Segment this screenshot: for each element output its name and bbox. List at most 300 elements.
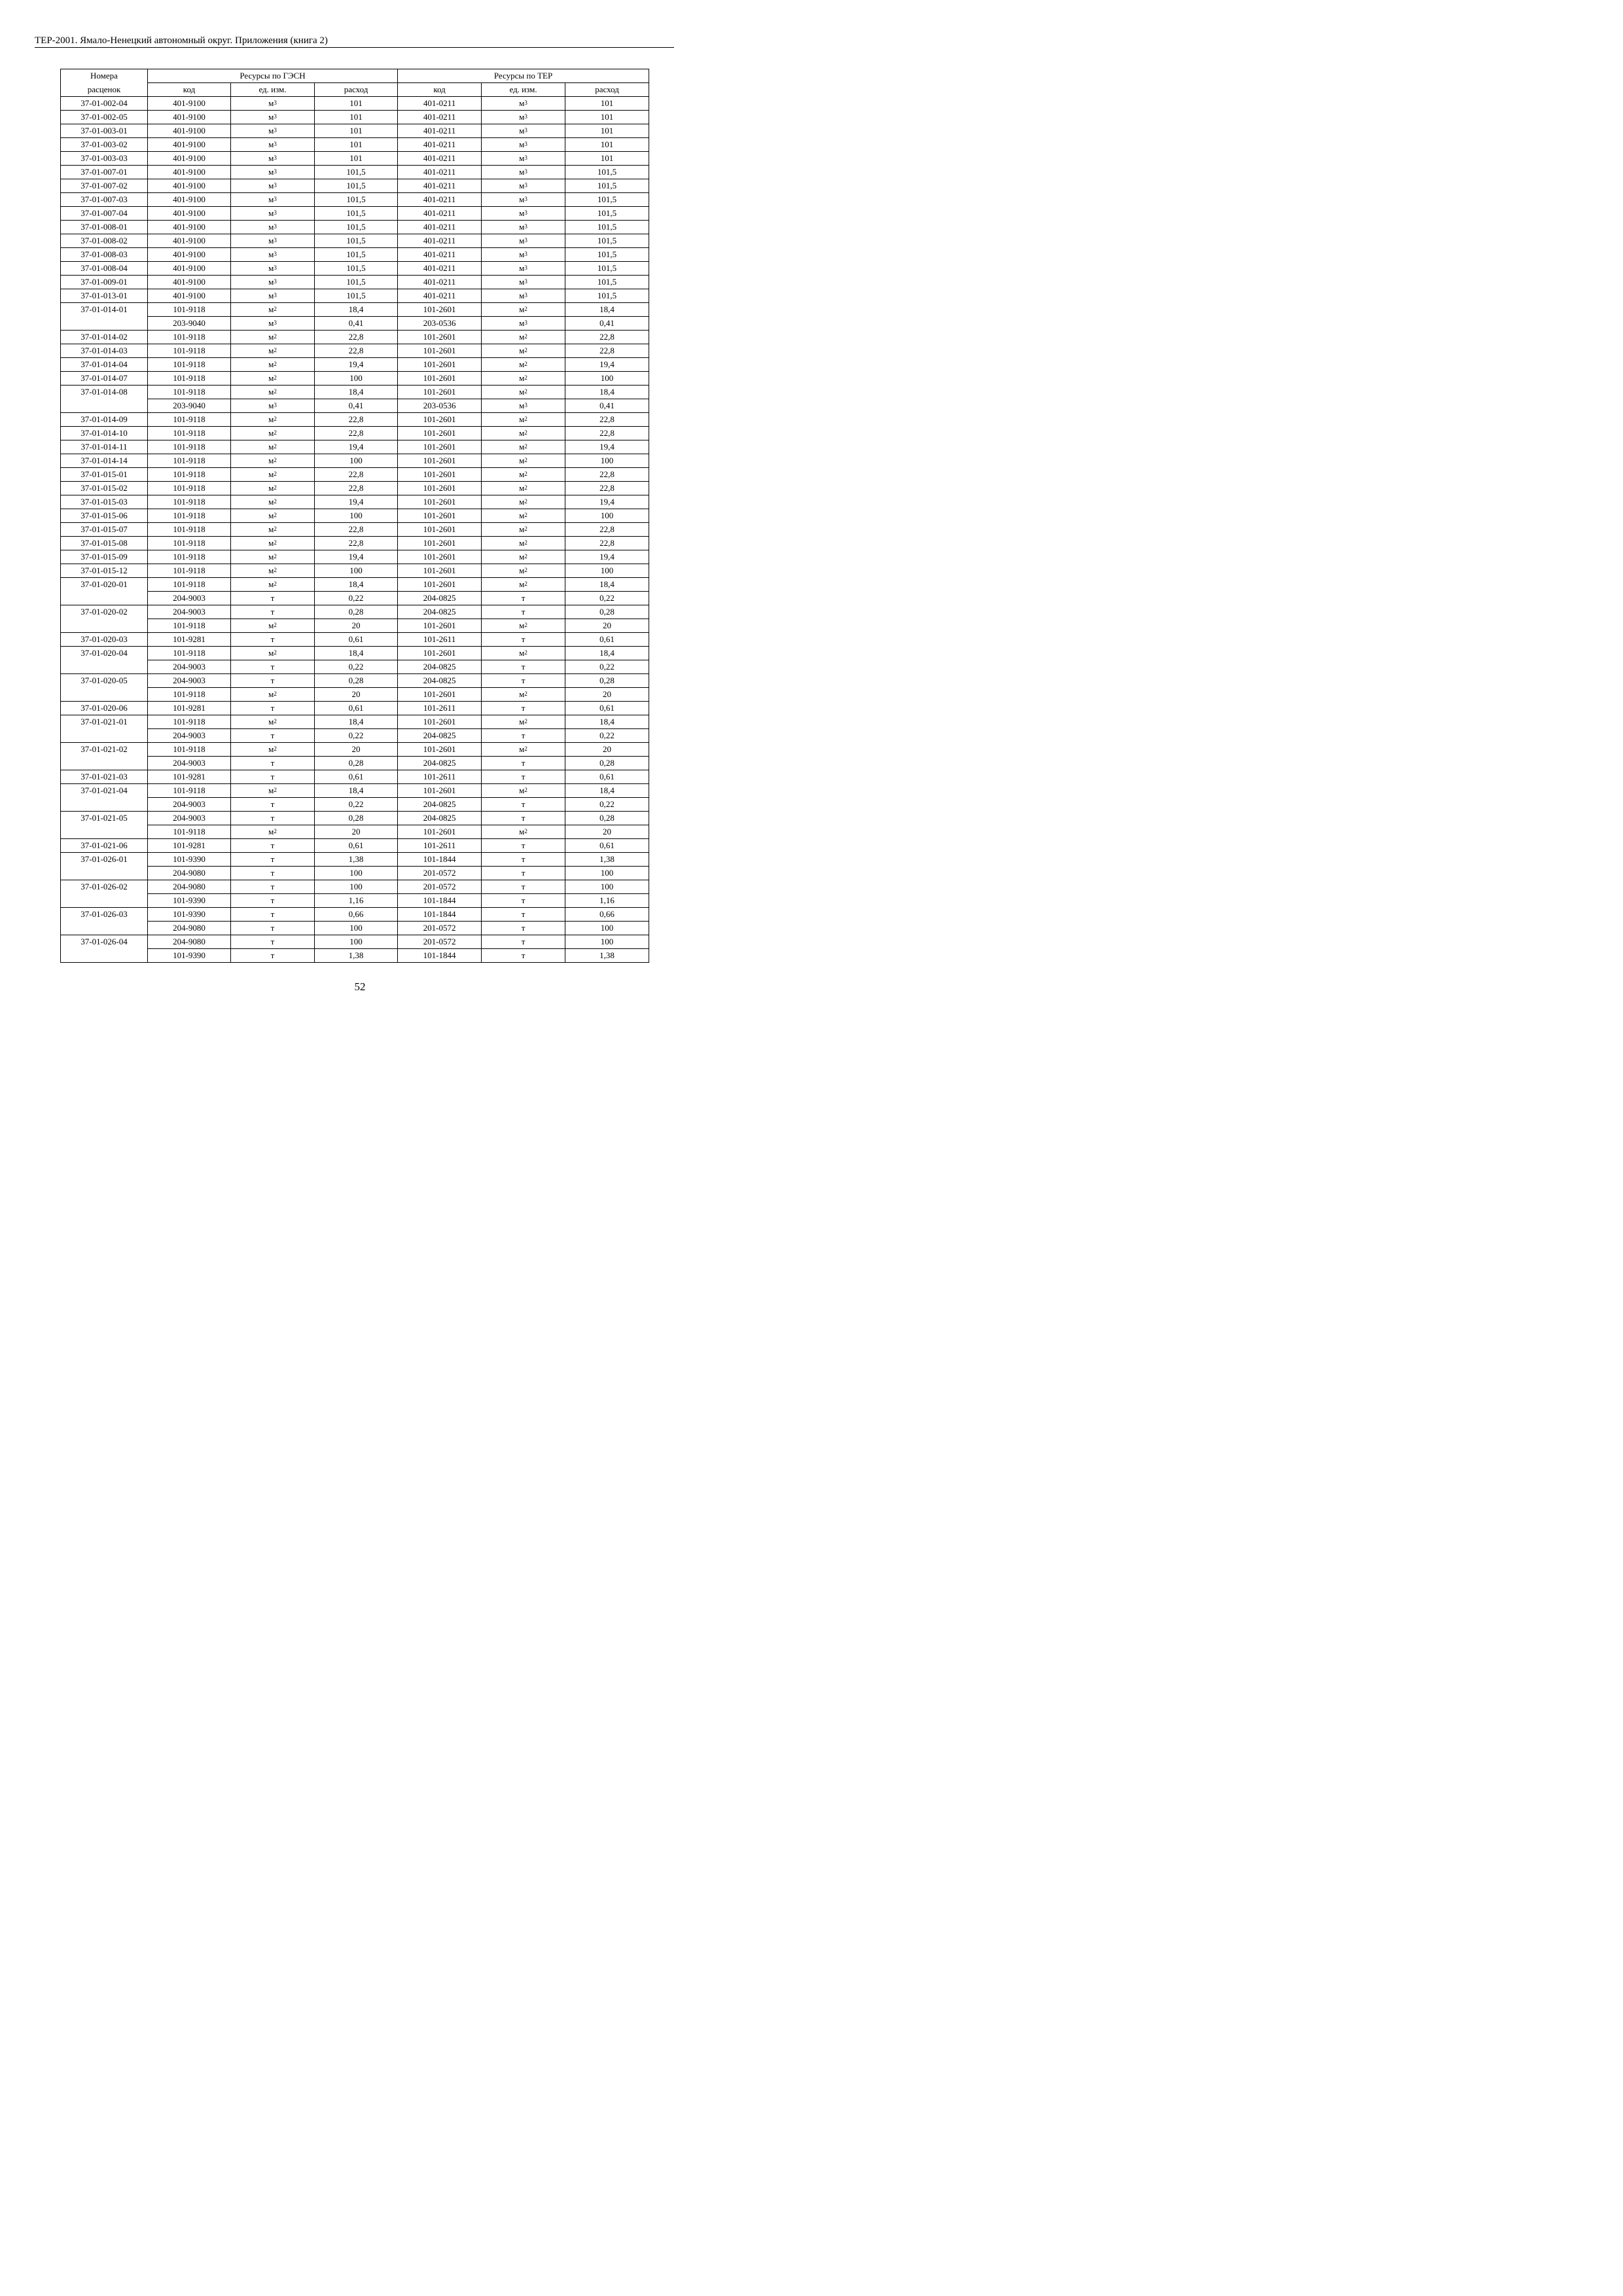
cell-ter-unit-text: м [519, 112, 525, 122]
cell-gesn-unit [231, 372, 315, 386]
cell-ter-code-text: 101-2601 [423, 552, 456, 562]
cell-rate-number-text: 37-01-009-01 [80, 277, 128, 287]
table-row [61, 138, 649, 152]
cell-gesn-rate-text: 22,8 [348, 469, 364, 479]
cell-ter-code [398, 289, 482, 303]
cell-gesn-code-text: 101-9118 [173, 304, 205, 314]
cell-ter-code-text: 101-1844 [423, 950, 456, 960]
table-row [61, 839, 649, 853]
cell-gesn-rate [315, 509, 398, 523]
cell-ter-unit [482, 468, 565, 482]
cell-rate-number-text: 37-01-020-06 [80, 703, 128, 713]
cell-rate-number-text: 37-01-020-04 [80, 648, 128, 658]
table-row [61, 358, 649, 372]
cell-gesn-rate [315, 495, 398, 509]
cell-gesn-unit-power: 3 [274, 278, 277, 285]
cell-gesn-code-text: 204-9080 [173, 923, 205, 933]
cell-gesn-code [148, 234, 231, 248]
cell-ter-rate-text: 18,4 [599, 387, 615, 397]
table-row [61, 97, 649, 111]
cell-ter-rate [565, 688, 649, 702]
cell-gesn-unit-power: 3 [274, 99, 277, 106]
resources-table [60, 69, 649, 963]
table-row [61, 592, 649, 605]
cell-rate-number [61, 537, 148, 550]
cell-ter-code-text: 401-0211 [423, 126, 456, 135]
cell-ter-unit [482, 564, 565, 578]
cell-ter-rate-text: 100 [600, 456, 614, 465]
cell-gesn-code [148, 454, 231, 468]
cell-gesn-unit-power: 2 [274, 361, 277, 367]
cell-gesn-rate [315, 633, 398, 647]
cell-gesn-rate-text: 0,61 [348, 840, 364, 850]
cell-gesn-unit-text: м [268, 552, 274, 562]
cell-gesn-unit [231, 166, 315, 179]
cell-gesn-unit [231, 647, 315, 660]
cell-ter-unit-text: т [521, 607, 526, 617]
cell-ter-unit-text: т [521, 813, 526, 823]
cell-ter-unit-power: 2 [524, 567, 527, 573]
cell-ter-rate [565, 358, 649, 372]
cell-ter-code-text: 401-0211 [423, 139, 456, 149]
cell-gesn-unit-text: т [270, 923, 275, 933]
cell-gesn-unit [231, 922, 315, 935]
cell-ter-rate [565, 440, 649, 454]
cell-gesn-code-text: 204-9003 [173, 758, 205, 768]
cell-gesn-code-text: 101-9118 [173, 469, 205, 479]
cell-ter-unit [482, 124, 565, 138]
cell-ter-unit-text: м [519, 785, 525, 795]
table-row [61, 344, 649, 358]
cell-gesn-unit [231, 440, 315, 454]
cell-gesn-code [148, 605, 231, 619]
cell-gesn-rate [315, 757, 398, 770]
cell-ter-code-text: 101-2601 [423, 620, 456, 630]
cell-ter-unit-text: м [519, 538, 525, 548]
cell-gesn-code-text: 101-9390 [173, 909, 205, 919]
cell-gesn-code-text: 101-9118 [173, 456, 205, 465]
cell-ter-code [398, 798, 482, 812]
cell-gesn-code-text: 401-9100 [173, 139, 205, 149]
cell-ter-unit [482, 303, 565, 317]
table-row [61, 166, 649, 179]
cell-rate-number [61, 207, 148, 221]
cell-rate-number [61, 317, 148, 331]
cell-gesn-code [148, 922, 231, 935]
cell-rate-number [61, 922, 148, 935]
cell-gesn-unit-text: т [270, 813, 275, 823]
header-gesn-rate: расход [315, 83, 398, 97]
table-row [61, 578, 649, 592]
cell-ter-unit-power: 3 [524, 264, 527, 271]
cell-gesn-code [148, 578, 231, 592]
cell-ter-unit-text: м [519, 469, 525, 479]
cell-gesn-code-text: 101-9118 [173, 648, 205, 658]
cell-ter-rate-text: 101,5 [597, 249, 617, 259]
cell-gesn-code-text: 204-9003 [173, 675, 205, 685]
cell-gesn-unit-text: м [268, 483, 274, 493]
cell-ter-rate [565, 839, 649, 853]
cell-ter-rate [565, 427, 649, 440]
cell-ter-unit-power: 3 [524, 251, 527, 257]
cell-ter-code-text: 101-2601 [423, 717, 456, 726]
cell-gesn-code [148, 193, 231, 207]
cell-rate-number [61, 97, 148, 111]
table-row [61, 509, 649, 523]
cell-rate-number-text: 37-01-013-01 [80, 291, 128, 300]
cell-gesn-unit-power: 2 [274, 306, 277, 312]
cell-gesn-code [148, 166, 231, 179]
cell-gesn-rate-text: 20 [351, 827, 361, 836]
cell-gesn-code-text: 101-9118 [173, 414, 205, 424]
cell-rate-number [61, 702, 148, 715]
cell-ter-rate [565, 344, 649, 358]
cell-ter-rate [565, 770, 649, 784]
cell-ter-unit [482, 276, 565, 289]
cell-gesn-rate [315, 578, 398, 592]
cell-ter-code-text: 101-1844 [423, 909, 456, 919]
cell-rate-number-text: 37-01-021-04 [80, 785, 128, 796]
cell-ter-unit-power: 2 [524, 374, 527, 381]
cell-rate-number [61, 688, 148, 702]
cell-ter-unit [482, 386, 565, 399]
cell-gesn-unit-text: м [268, 456, 274, 465]
cell-rate-number [61, 715, 148, 729]
cell-gesn-unit-power: 2 [274, 718, 277, 725]
cell-ter-code-text: 101-2601 [423, 428, 456, 438]
header-group-ter: Ресурсы по ТЕР [398, 69, 649, 83]
cell-ter-unit-text: т [521, 895, 526, 905]
cell-ter-unit-text: м [519, 401, 525, 410]
cell-ter-rate [565, 221, 649, 234]
cell-gesn-unit-power: 3 [274, 141, 277, 147]
cell-gesn-code [148, 839, 231, 853]
table-row [61, 331, 649, 344]
cell-ter-unit-text: т [521, 772, 526, 781]
cell-ter-code-text: 401-0211 [423, 153, 456, 163]
table-row [61, 647, 649, 660]
cell-ter-code-text: 101-2601 [423, 538, 456, 548]
cell-ter-code [398, 757, 482, 770]
cell-ter-unit-text: м [519, 414, 525, 424]
cell-ter-code-text: 101-2611 [423, 772, 456, 781]
cell-ter-rate [565, 454, 649, 468]
cell-gesn-unit [231, 867, 315, 880]
cell-gesn-unit-text: м [268, 717, 274, 726]
cell-gesn-unit-power: 2 [274, 347, 277, 353]
cell-ter-unit-text: м [519, 359, 525, 369]
table-row [61, 674, 649, 688]
cell-ter-unit-text: м [519, 167, 525, 177]
cell-ter-code [398, 729, 482, 743]
cell-ter-unit [482, 509, 565, 523]
cell-ter-unit [482, 138, 565, 152]
cell-ter-unit [482, 908, 565, 922]
cell-ter-unit-text: м [519, 620, 525, 630]
cell-gesn-rate [315, 124, 398, 138]
cell-gesn-rate-text: 100 [349, 565, 363, 575]
cell-ter-rate-text: 0,41 [599, 401, 615, 410]
cell-rate-number [61, 798, 148, 812]
cell-gesn-rate [315, 207, 398, 221]
header-title: ТЕР-2001. Ямало-Ненецкий автономный округ. Приложения (книга 2) [35, 35, 328, 46]
cell-ter-unit [482, 853, 565, 867]
cell-ter-code [398, 770, 482, 784]
cell-gesn-unit-power: 3 [274, 113, 277, 120]
cell-rate-number [61, 647, 148, 660]
cell-gesn-code-text: 101-9118 [173, 359, 205, 369]
cell-gesn-code [148, 399, 231, 413]
table-row [61, 894, 649, 908]
cell-gesn-unit-text: м [268, 648, 274, 658]
cell-gesn-rate-text: 0,41 [348, 318, 364, 328]
cell-ter-code-text: 101-2601 [423, 332, 456, 342]
cell-gesn-rate-text: 100 [349, 456, 363, 465]
cell-gesn-unit-text: м [268, 263, 274, 273]
cell-gesn-unit-power: 2 [274, 443, 277, 450]
table-row [61, 193, 649, 207]
cell-rate-number-text: 37-01-014-08 [80, 387, 128, 397]
cell-gesn-rate [315, 234, 398, 248]
cell-ter-code-text: 101-2601 [423, 346, 456, 355]
cell-ter-unit-power: 2 [524, 622, 527, 628]
cell-gesn-code [148, 440, 231, 454]
cell-gesn-rate [315, 770, 398, 784]
cell-gesn-rate-text: 22,8 [348, 332, 364, 342]
cell-rate-number [61, 386, 148, 399]
cell-gesn-rate [315, 358, 398, 372]
cell-gesn-rate [315, 289, 398, 303]
cell-ter-code [398, 234, 482, 248]
cell-ter-rate [565, 729, 649, 743]
cell-gesn-unit-power: 3 [274, 237, 277, 243]
cell-gesn-unit-power: 2 [274, 553, 277, 560]
cell-gesn-code [148, 386, 231, 399]
cell-rate-number-text: 37-01-015-12 [80, 565, 128, 575]
cell-ter-code [398, 111, 482, 124]
cell-gesn-rate [315, 386, 398, 399]
cell-ter-unit-text: м [519, 387, 525, 397]
cell-ter-unit-power: 2 [524, 512, 527, 518]
cell-gesn-unit-power: 2 [274, 622, 277, 628]
cell-ter-unit-text: т [521, 950, 526, 960]
cell-gesn-code [148, 812, 231, 825]
cell-gesn-rate-text: 1,16 [348, 895, 364, 905]
cell-ter-code-text: 101-2601 [423, 565, 456, 575]
cell-gesn-unit [231, 619, 315, 633]
cell-rate-number-text: 37-01-014-02 [80, 332, 128, 342]
cell-gesn-unit [231, 729, 315, 743]
cell-ter-rate [565, 922, 649, 935]
cell-gesn-unit-text: м [268, 167, 274, 177]
page-header [35, 34, 674, 48]
table-row [61, 550, 649, 564]
cell-ter-unit-text: м [519, 208, 525, 218]
cell-ter-unit-power: 2 [524, 828, 527, 834]
cell-rate-number [61, 179, 148, 193]
cell-gesn-rate-text: 22,8 [348, 524, 364, 534]
cell-gesn-code [148, 523, 231, 537]
cell-gesn-code [148, 894, 231, 908]
cell-rate-number [61, 399, 148, 413]
cell-ter-code [398, 537, 482, 550]
cell-gesn-unit [231, 839, 315, 853]
cell-gesn-rate [315, 454, 398, 468]
cell-gesn-rate [315, 152, 398, 166]
cell-ter-code [398, 812, 482, 825]
cell-gesn-unit [231, 454, 315, 468]
cell-ter-unit [482, 812, 565, 825]
cell-gesn-code-text: 401-9100 [173, 222, 205, 232]
cell-rate-number [61, 894, 148, 908]
cell-gesn-unit-power: 3 [274, 251, 277, 257]
cell-gesn-rate [315, 179, 398, 193]
cell-gesn-code [148, 97, 231, 111]
table-row [61, 702, 649, 715]
cell-ter-unit [482, 839, 565, 853]
cell-ter-code [398, 784, 482, 798]
cell-ter-code-text: 401-0211 [423, 112, 456, 122]
cell-ter-code [398, 386, 482, 399]
cell-ter-code-text: 401-0211 [423, 222, 456, 232]
cell-gesn-unit-text: м [268, 98, 274, 108]
cell-ter-code-text: 401-0211 [423, 181, 456, 190]
cell-ter-code [398, 564, 482, 578]
cell-gesn-code-text: 101-9281 [173, 703, 205, 713]
cell-gesn-unit-power: 3 [274, 402, 277, 408]
cell-ter-code [398, 207, 482, 221]
cell-ter-unit [482, 413, 565, 427]
cell-ter-rate-text: 19,4 [599, 552, 615, 562]
cell-rate-number [61, 564, 148, 578]
cell-ter-rate [565, 399, 649, 413]
table-row [61, 812, 649, 825]
cell-gesn-code-text: 101-9390 [173, 854, 205, 864]
cell-ter-code [398, 853, 482, 867]
cell-ter-unit-text: м [519, 277, 525, 287]
cell-gesn-code [148, 633, 231, 647]
cell-ter-code [398, 166, 482, 179]
cell-gesn-unit [231, 97, 315, 111]
cell-ter-code [398, 688, 482, 702]
cell-ter-unit-text: м [519, 318, 525, 328]
cell-ter-code-text: 401-0211 [423, 236, 456, 245]
cell-gesn-unit [231, 757, 315, 770]
cell-ter-unit-text: т [521, 593, 526, 603]
cell-ter-unit-text: м [519, 346, 525, 355]
table-row [61, 935, 649, 949]
cell-ter-code [398, 303, 482, 317]
cell-ter-code [398, 715, 482, 729]
cell-gesn-rate-text: 101,5 [346, 263, 366, 273]
cell-gesn-unit-text: м [268, 304, 274, 314]
table-row [61, 482, 649, 495]
cell-gesn-rate-text: 0,28 [348, 675, 364, 685]
cell-gesn-rate [315, 193, 398, 207]
cell-gesn-unit [231, 550, 315, 564]
cell-ter-rate [565, 702, 649, 715]
cell-gesn-rate [315, 743, 398, 757]
cell-ter-code-text: 101-1844 [423, 895, 456, 905]
cell-gesn-code-text: 101-9118 [173, 332, 205, 342]
cell-gesn-unit [231, 605, 315, 619]
table-row [61, 619, 649, 633]
cell-gesn-rate [315, 166, 398, 179]
cell-gesn-code [148, 674, 231, 688]
cell-rate-number [61, 839, 148, 853]
cell-ter-code-text: 101-2611 [423, 840, 456, 850]
table-row [61, 124, 649, 138]
cell-rate-number [61, 152, 148, 166]
cell-rate-number-text: 37-01-014-03 [80, 346, 128, 355]
cell-ter-unit-text: м [519, 126, 525, 135]
cell-gesn-rate-text: 1,38 [348, 854, 364, 864]
cell-ter-rate [565, 97, 649, 111]
cell-ter-code [398, 248, 482, 262]
cell-gesn-unit-power: 2 [274, 539, 277, 546]
cell-ter-rate-text: 22,8 [599, 483, 615, 493]
cell-gesn-code-text: 101-9118 [173, 346, 205, 355]
cell-gesn-rate [315, 660, 398, 674]
cell-ter-unit-text: м [519, 689, 525, 699]
cell-ter-unit-power: 2 [524, 484, 527, 491]
cell-gesn-unit-power: 3 [274, 127, 277, 134]
cell-rate-number-text: 37-01-007-02 [80, 181, 128, 190]
cell-gesn-unit-power: 2 [274, 745, 277, 752]
cell-gesn-code [148, 344, 231, 358]
cell-rate-number-text: 37-01-020-03 [80, 634, 128, 644]
cell-ter-code [398, 124, 482, 138]
cell-ter-unit-power: 2 [524, 526, 527, 532]
cell-ter-code [398, 482, 482, 495]
cell-gesn-code-text: 101-9390 [173, 950, 205, 960]
cell-gesn-code [148, 289, 231, 303]
cell-ter-code-text: 401-0211 [423, 291, 456, 300]
cell-ter-unit-text: т [521, 730, 526, 740]
cell-ter-unit-text: м [519, 511, 525, 520]
cell-rate-number-text: 37-01-020-05 [80, 675, 128, 686]
cell-ter-code [398, 894, 482, 908]
cell-gesn-code [148, 427, 231, 440]
cell-gesn-unit [231, 770, 315, 784]
cell-gesn-rate [315, 825, 398, 839]
cell-rate-number [61, 303, 148, 317]
cell-ter-code [398, 674, 482, 688]
cell-gesn-code-text: 401-9100 [173, 98, 205, 108]
cell-rate-number [61, 867, 148, 880]
cell-ter-rate-text: 1,38 [599, 854, 615, 864]
cell-rate-number-text: 37-01-002-04 [80, 98, 128, 108]
cell-gesn-rate [315, 523, 398, 537]
cell-ter-unit [482, 647, 565, 660]
cell-ter-code [398, 179, 482, 193]
cell-gesn-code [148, 372, 231, 386]
cell-gesn-code [148, 152, 231, 166]
cell-ter-code [398, 221, 482, 234]
cell-gesn-unit [231, 427, 315, 440]
cell-gesn-unit [231, 289, 315, 303]
cell-gesn-unit [231, 688, 315, 702]
cell-ter-code-text: 101-2601 [423, 442, 456, 452]
cell-ter-rate-text: 101 [600, 139, 614, 149]
table-row [61, 413, 649, 427]
cell-ter-unit-power: 2 [524, 745, 527, 752]
cell-ter-unit-text: т [521, 662, 526, 672]
cell-ter-rate-text: 0,28 [599, 758, 615, 768]
cell-gesn-code-text: 101-9118 [173, 565, 205, 575]
cell-ter-unit [482, 440, 565, 454]
cell-gesn-code [148, 303, 231, 317]
